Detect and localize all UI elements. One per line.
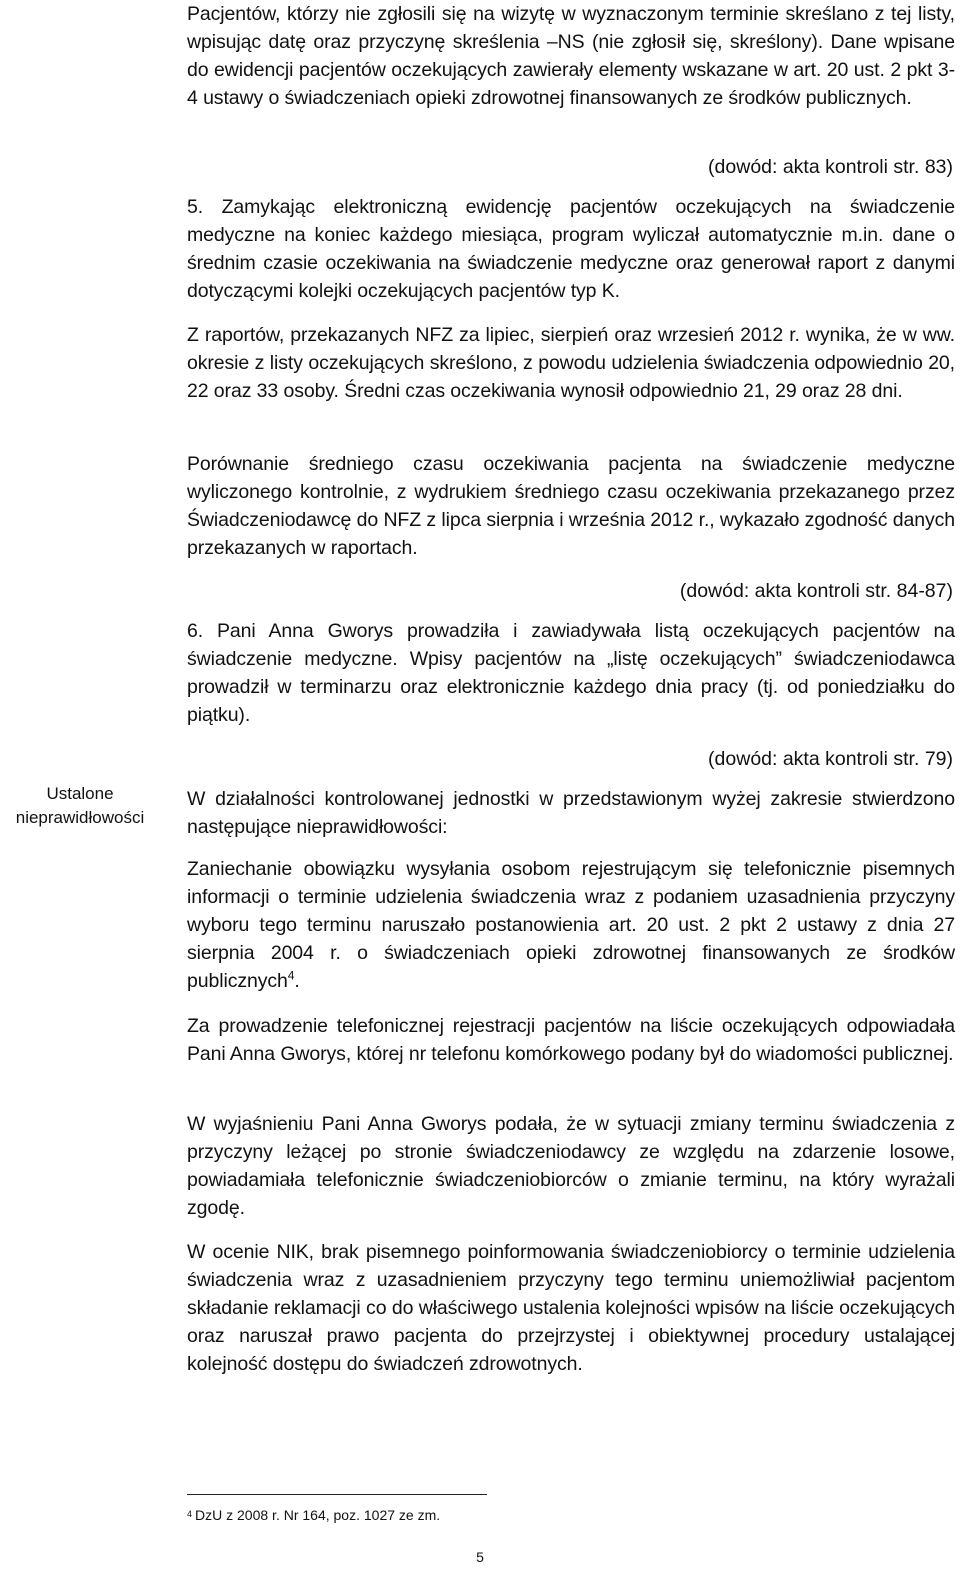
evidence-2: (dowód: akta kontroli str. 84-87): [679, 580, 953, 602]
sidebar-label-line2: nieprawidłowości: [15, 808, 145, 827]
footnote-ref: 4: [287, 968, 295, 983]
paragraph-10: W ocenie NIK, brak pisemnego poinformowania świadczeniobiorcy o terminie udzielenia świadczenia wraz z uzasadnieniem przyczyny tego terminu uniemożliwiał pacjentom składanie reklamacji co do właściwego ustalenia kolejności wpisów na liście oczekujących oraz naruszał prawo pacjenta do przejrzystej i obiektywnej procedury ustalającej kolejność dostępu do świadczeń zdrowotnych.: [187, 1241, 955, 1375]
footnote: [187, 1506, 440, 1524]
paragraph-6: W działalności kontrolowanej jednostki w przedstawionym wyżej zakresie stwierdzono następujące nieprawidłowości:: [187, 788, 955, 838]
evidence-3: (dowód: akta kontroli str. 79): [708, 748, 953, 770]
paragraph-7-text: Zaniechanie obowiązku wysyłania osobom rejestrującym się telefonicznie pisemnych informacji o terminie udzielenia świadczenia wraz z podaniem uzasadnienia przyczyny wyboru tego terminu naruszało postanowienia art. 20 ust. 2 pkt 2 ustawy z dnia 27 sierpnia 2004 r. o świadczeniach opieki zdrowotnej finansowanych ze środków publicznych: [187, 858, 955, 992]
paragraph-5: 6. Pani Anna Gworys prowadziła i zawiadywała listą oczekujących pacjentów na świadczenie medyczne. Wpisy pacjentów na „listę oczekujących” świadczeniodawca prowadził w terminarzu oraz elektronicznie każdego dnia pracy (tj. od poniedziałku do piątku).: [187, 620, 955, 726]
paragraph-2: 5. Zamykając elektroniczną ewidencję pacjentów oczekujących na świadczenie medyczne na koniec każdego miesiąca, program wyliczał automatycznie m.in. dane o średnim czasie oczekiwania na świadczenie medyczne oraz generował raport z danymi dotyczącymi kolejki oczekujących pacjentów typ K.: [187, 196, 955, 302]
paragraph-4: Porównanie średniego czasu oczekiwania pacjenta na świadczenie medyczne wyliczonego kontrolnie, z wydrukiem średniego czasu oczekiwania przekazanego przez Świadczeniodawcę do NFZ z lipca sierpnia i września 2012 r., wykazało zgodność danych przekazanych w raportach.: [187, 453, 955, 559]
page-number: 5: [476, 1549, 484, 1565]
evidence-1: (dowód: akta kontroli str. 83): [708, 156, 953, 178]
sidebar-label-line1: Ustalone: [46, 784, 114, 803]
paragraph-9: W wyjaśnieniu Pani Anna Gworys podała, że w sytuacji zmiany terminu świadczenia z przyczyny leżącej po stronie świadczeniodawcy ze względu na zdarzenie losowe, powiadamiała telefonicznie świadczeniobiorców o zmianie terminu, na który wyrażali zgodę.: [187, 1113, 955, 1219]
sidebar-label: [0, 782, 160, 830]
paragraph-1: Pacjentów, którzy nie zgłosili się na wizytę w wyznaczonym terminie skreślano z tej listy, wpisując datę oraz przyczynę skreślenia –NS (nie zgłosił się, skreślony). Dane wpisane do ewidencji pacjentów oczekujących zawierały elementy wskazane w art. 20 ust. 2 pkt 3-4 ustawy o świadczeniach opieki zdrowotnej finansowanych ze środków publicznych.: [187, 3, 955, 109]
footnote-text: DzU z 2008 r. Nr 164, poz. 1027 ze zm.: [195, 1507, 441, 1523]
paragraph-3: Z raportów, przekazanych NFZ za lipiec, sierpień oraz wrzesień 2012 r. wynika, że w ww. okresie z listy oczekujących skreślono, z powodu udzielenia świadczenia odpowiednio 20, 22 oraz 33 osoby. Średni czas oczekiwania wynosił odpowiednio 21, 29 oraz 28 dni.: [187, 324, 955, 402]
footnote-number: 4: [187, 1509, 193, 1519]
paragraph-7-end: .: [294, 970, 300, 992]
footnote-divider: [187, 1494, 487, 1495]
paragraph-8: Za prowadzenie telefonicznej rejestracji pacjentów na liście oczekujących odpowiadała Pani Anna Gworys, której nr telefonu komórkowego podany był do wiadomości publicznej.: [187, 1015, 955, 1065]
paragraph-7: [187, 855, 955, 995]
